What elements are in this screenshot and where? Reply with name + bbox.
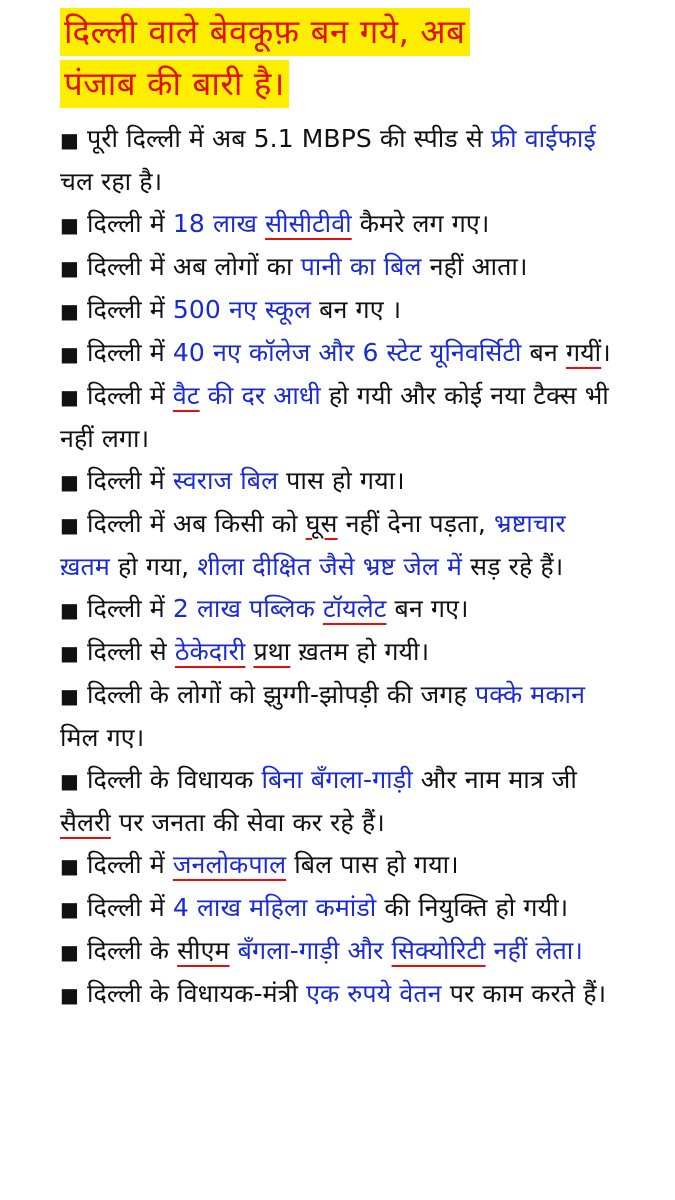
bullet-item xyxy=(60,503,615,588)
bullet-item xyxy=(60,460,615,503)
item-text: बन xyxy=(521,338,566,367)
bullet-item xyxy=(60,631,615,674)
item-text: दिल्ली में xyxy=(87,295,173,324)
item-text: बिल पास हो गया। xyxy=(286,850,459,879)
bullet-item xyxy=(60,844,615,887)
square-bullet-icon: ■ xyxy=(60,983,79,1007)
item-text: घूस xyxy=(305,509,338,538)
item-text: दिल्ली के विधायक-मंत्री xyxy=(87,979,307,1008)
item-text: हो गया, xyxy=(109,552,198,581)
square-bullet-icon: ■ xyxy=(60,128,79,152)
item-text: सीएम xyxy=(177,936,230,965)
bullet-item xyxy=(60,759,615,844)
highlighted-text: बिना बँगला-गाड़ी xyxy=(261,765,413,794)
bullet-item xyxy=(60,588,615,631)
item-text: हो गयी और कोई नया टैक्स भी नहीं लगा। xyxy=(60,381,609,453)
headline-line-1: दिल्ली वाले बेवकूफ़ बन गये, अब xyxy=(60,8,470,56)
bullet-item xyxy=(60,289,615,332)
highlighted-text: सिक्योरिटी xyxy=(391,936,486,965)
bullet-item xyxy=(60,887,615,930)
item-text: दिल्ली में xyxy=(87,594,173,623)
highlighted-text: 4 लाख महिला कमांडो xyxy=(172,893,377,922)
item-text: दिल्ली में xyxy=(87,893,173,922)
square-bullet-icon: ■ xyxy=(60,940,79,964)
item-text: पास हो गया। xyxy=(278,466,405,495)
item-text: मिल गए। xyxy=(60,723,145,752)
bullet-item xyxy=(60,332,615,375)
highlighted-text: फ्री वाईफाई xyxy=(490,124,596,153)
item-text: चल रहा है। xyxy=(60,167,163,196)
item-text: पर काम करते हैं। xyxy=(441,979,607,1008)
bullet-item xyxy=(60,246,615,289)
item-text: दिल्ली में xyxy=(87,381,173,410)
item-text: प्रथा xyxy=(253,637,291,666)
item-text: दिल्ली में xyxy=(87,466,173,495)
square-bullet-icon: ■ xyxy=(60,342,79,366)
item-text: दिल्ली के लोगों को झुग्गी-झोपड़ी की जगह xyxy=(87,680,475,709)
item-text: दिल्ली से xyxy=(87,637,175,666)
item-text: दिल्ली में xyxy=(87,338,173,367)
item-text: गयीं xyxy=(565,338,602,367)
square-bullet-icon: ■ xyxy=(60,598,79,622)
square-bullet-icon: ■ xyxy=(60,897,79,921)
item-text: दिल्ली में xyxy=(87,209,173,238)
item-text: पर जनता की सेवा कर रहे हैं। xyxy=(110,808,385,837)
square-bullet-icon: ■ xyxy=(60,513,79,537)
square-bullet-icon: ■ xyxy=(60,684,79,708)
item-text: । xyxy=(601,338,611,367)
item-text: दिल्ली में अब लोगों का xyxy=(87,252,301,281)
bullet-item xyxy=(60,973,615,1016)
item-text: और नाम मात्र जी xyxy=(412,765,577,794)
bullet-item xyxy=(60,203,615,246)
item-text: नहीं आता। xyxy=(421,252,528,281)
highlighted-text: नहीं लेता। xyxy=(485,936,583,965)
square-bullet-icon: ■ xyxy=(60,854,79,878)
highlighted-text: एक रुपये वेतन xyxy=(306,979,442,1008)
highlighted-text: पानी का बिल xyxy=(300,252,422,281)
highlighted-text: वैट xyxy=(172,381,200,410)
square-bullet-icon: ■ xyxy=(60,470,79,494)
item-text: पूरी दिल्ली में अब 5.1 MBPS की स्पीड से xyxy=(87,124,491,153)
square-bullet-icon: ■ xyxy=(60,641,79,665)
highlighted-text: बँगला-गाड़ी और xyxy=(237,936,392,965)
highlighted-text: 2 लाख पब्लिक xyxy=(172,594,323,623)
item-text: दिल्ली के विधायक xyxy=(87,765,262,794)
highlighted-text: सीसीटीवी xyxy=(265,209,352,238)
headline xyxy=(60,6,615,110)
highlighted-text: 40 नए कॉलेज और 6 स्टेट यूनिवर्सिटी xyxy=(172,338,522,367)
highlighted-text: शीला दीक्षित जैसे भ्रष्ट जेल में xyxy=(197,552,463,581)
item-text: नहीं देना पड़ता, xyxy=(337,509,495,538)
item-text: बन गए। xyxy=(386,594,469,623)
item-text: दिल्ली में xyxy=(87,850,173,879)
highlighted-text: स्वराज बिल xyxy=(172,466,279,495)
bullet-item xyxy=(60,375,615,460)
item-text: की नियुक्ति हो गयी। xyxy=(376,893,569,922)
item-text xyxy=(230,936,238,965)
square-bullet-icon: ■ xyxy=(60,213,79,237)
highlighted-text: ठेकेदारी xyxy=(174,637,246,666)
highlighted-text: जनलोकपाल xyxy=(172,850,287,879)
item-text: सड़ रहे हैं। xyxy=(462,552,564,581)
square-bullet-icon: ■ xyxy=(60,256,79,280)
highlighted-text: 500 नए स्कूल xyxy=(172,295,312,324)
bullet-item xyxy=(60,674,615,759)
square-bullet-icon: ■ xyxy=(60,385,79,409)
item-text: बन गए । xyxy=(311,295,402,324)
bullet-item xyxy=(60,118,615,203)
square-bullet-icon: ■ xyxy=(60,299,79,323)
bullet-list xyxy=(60,118,615,1016)
item-text: ख़तम हो गयी। xyxy=(290,637,430,666)
highlighted-text: 18 लाख xyxy=(172,209,266,238)
highlighted-text: की दर आधी xyxy=(199,381,321,410)
item-text: कैमरे लग गए। xyxy=(351,209,490,238)
item-text: दिल्ली के xyxy=(87,936,178,965)
highlighted-text: टॉयलेट xyxy=(322,594,387,623)
item-text: दिल्ली में अब किसी को xyxy=(87,509,306,538)
headline-line-2: पंजाब की बारी है। xyxy=(60,60,289,108)
item-text: सैलरी xyxy=(60,808,111,837)
highlighted-text: पक्के मकान xyxy=(474,680,586,709)
highlighted-text: भ्रष्टाचार ख़तम xyxy=(60,509,566,581)
square-bullet-icon: ■ xyxy=(60,769,79,793)
bullet-item xyxy=(60,930,615,973)
